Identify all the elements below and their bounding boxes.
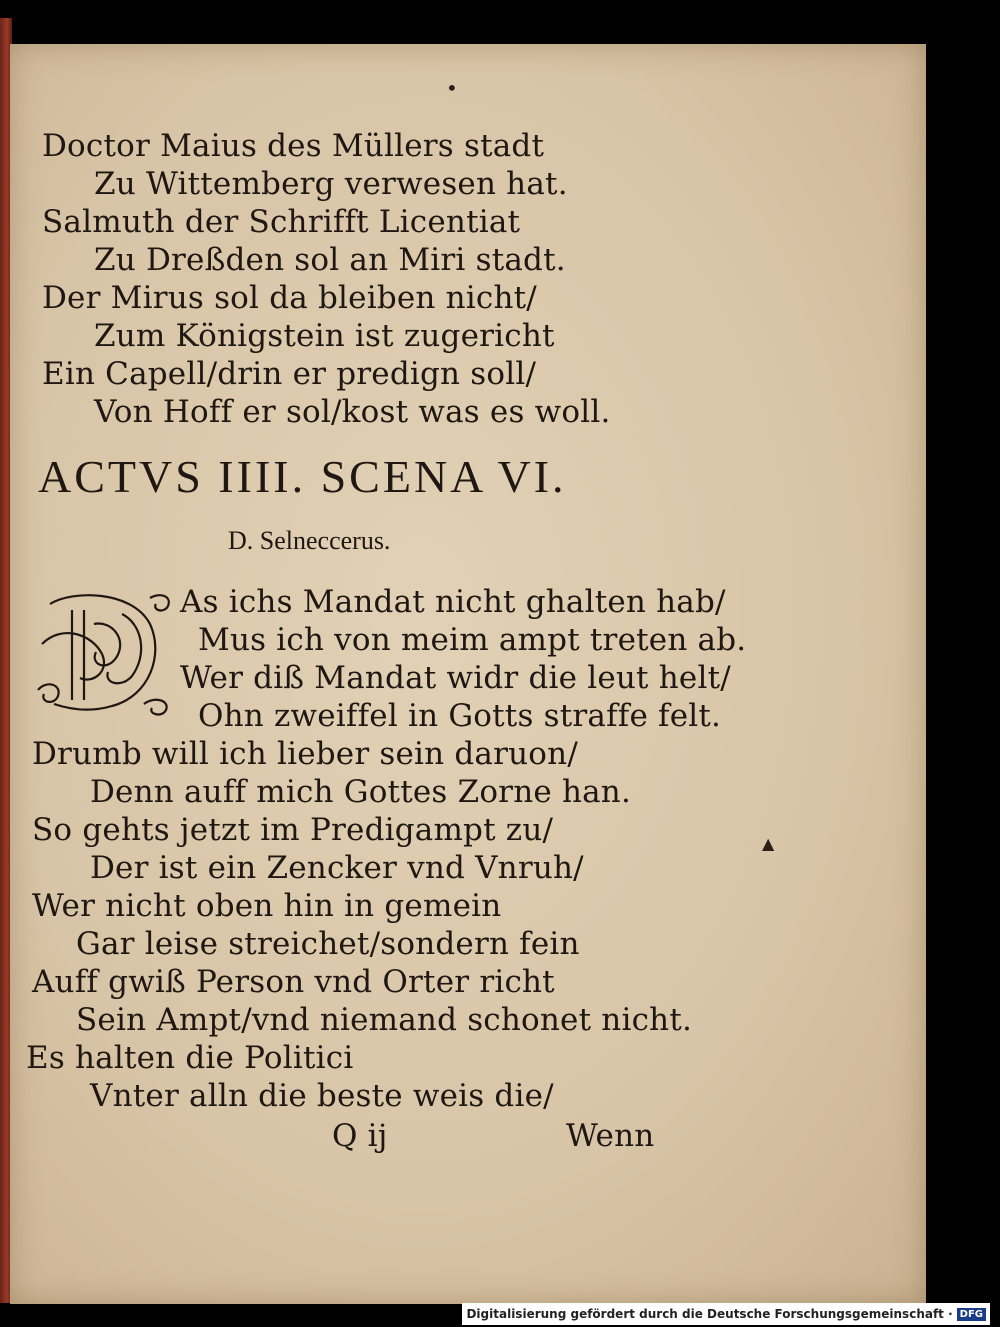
verse-line: Drumb will ich lieber sein daruon/ (32, 736, 578, 772)
verse-line: Vnter alln die beste weis die/ (90, 1078, 554, 1114)
verse-line: Zu Wittemberg verwesen hat. (94, 166, 568, 202)
verse-line: Ein Capell/drin er predign soll/ (42, 356, 537, 392)
verse-line: Doctor Maius des Müllers stadt (42, 128, 545, 164)
catchword: Wenn (566, 1118, 655, 1154)
verse-line: Zum Königstein ist zugericht (94, 318, 555, 354)
book-page (10, 44, 926, 1304)
footer-text: Digitalisierung gefördert durch die Deutsche Forschungsgemeinschaft · (466, 1307, 953, 1321)
verse-line: Von Hoff er sol/kost was es woll. (94, 394, 611, 430)
verse-line: Auff gwiß Person vnd Orter richt (32, 964, 555, 1000)
speck-mark: ▲ (762, 834, 775, 853)
verse-line: Wer diß Mandat widr die leut helt/ (180, 660, 731, 696)
verse-line: Es halten die Politici (26, 1040, 354, 1076)
verse-line: Sein Ampt/vnd niemand schonet nicht. (76, 1002, 693, 1038)
dfg-logo: DFG (957, 1308, 986, 1321)
speaker-name: D. Selneccerus. (228, 526, 391, 555)
digitization-footer (462, 1303, 990, 1325)
verse-line: So gehts jetzt im Predigampt zu/ (32, 812, 554, 848)
verse-line: Der Mirus sol da bleiben nicht/ (42, 280, 537, 316)
verse-line: As ichs Mandat nicht ghalten hab/ (180, 584, 726, 620)
signature-mark: Q ij (332, 1118, 388, 1154)
top-mark: • (446, 76, 458, 100)
verse-line: Zu Dreßden sol an Miri stadt. (94, 242, 566, 278)
decorated-initial (32, 584, 182, 720)
verse-line: Gar leise streichet/sondern fein (76, 926, 580, 962)
verse-line: Denn auff mich Gottes Zorne han. (90, 774, 632, 810)
verse-line: Mus ich von meim ampt treten ab. (198, 622, 747, 658)
verse-line: Salmuth der Schrifft Licentiat (42, 204, 521, 240)
verse-line: Wer nicht oben hin in gemein (32, 888, 502, 924)
act-scene-heading: ACTVS IIII. SCENA VI. (38, 451, 567, 502)
verse-line: Ohn zweiffel in Gotts straffe felt. (198, 698, 722, 734)
verse-line: Der ist ein Zencker vnd Vnruh/ (90, 850, 584, 886)
